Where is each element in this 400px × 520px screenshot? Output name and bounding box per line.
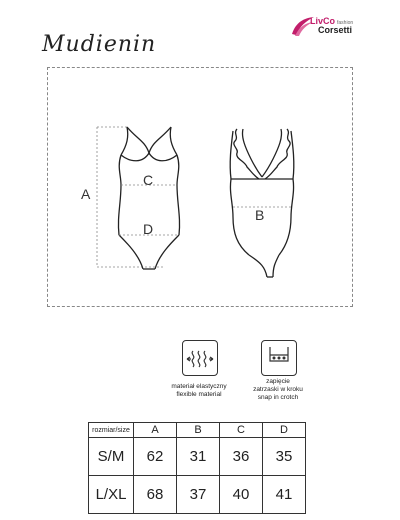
- table-row: [89, 476, 306, 514]
- header-cell: A: [134, 423, 177, 438]
- feature-caption-snap: zapięcie zatrzaski w kroku snap in crotch: [253, 378, 303, 401]
- dimension-label-a: A: [81, 186, 91, 202]
- size-table: [88, 422, 306, 514]
- back-view-outline: [230, 129, 294, 277]
- size-cell: L/XL: [89, 476, 134, 514]
- dimension-label-c: C: [143, 172, 154, 188]
- value-cell: 68: [134, 476, 177, 514]
- crotch-snap-icon: [261, 340, 297, 376]
- feature-caption-elastic: materiał elastyczny flexible material: [171, 383, 227, 398]
- product-title: Mudienin: [42, 32, 157, 57]
- header-cell: D: [263, 423, 306, 438]
- logo-text-corsetti: Corsetti: [318, 25, 353, 35]
- front-view-outline: [118, 127, 179, 269]
- size-cell: S/M: [89, 438, 134, 476]
- dimension-label-d: D: [143, 221, 154, 237]
- elastic-material-icon: [182, 340, 218, 376]
- table-row: [89, 438, 306, 476]
- size-table-header: [89, 423, 306, 438]
- value-cell: 62: [134, 438, 177, 476]
- header-cell: C: [220, 423, 263, 438]
- value-cell: 41: [263, 476, 306, 514]
- value-cell: 31: [177, 438, 220, 476]
- value-cell: 35: [263, 438, 306, 476]
- dimension-label-b: B: [255, 207, 265, 223]
- logo-text-fashion: fashion: [337, 20, 354, 26]
- header-cell: B: [177, 423, 220, 438]
- header-cell: rozmiar/size: [89, 423, 134, 438]
- value-cell: 37: [177, 476, 220, 514]
- brand-logo: [290, 14, 370, 44]
- value-cell: 40: [220, 476, 263, 514]
- garment-technical-drawing: [47, 67, 353, 307]
- value-cell: 36: [220, 438, 263, 476]
- logo-text-livco: LivCo: [310, 16, 336, 26]
